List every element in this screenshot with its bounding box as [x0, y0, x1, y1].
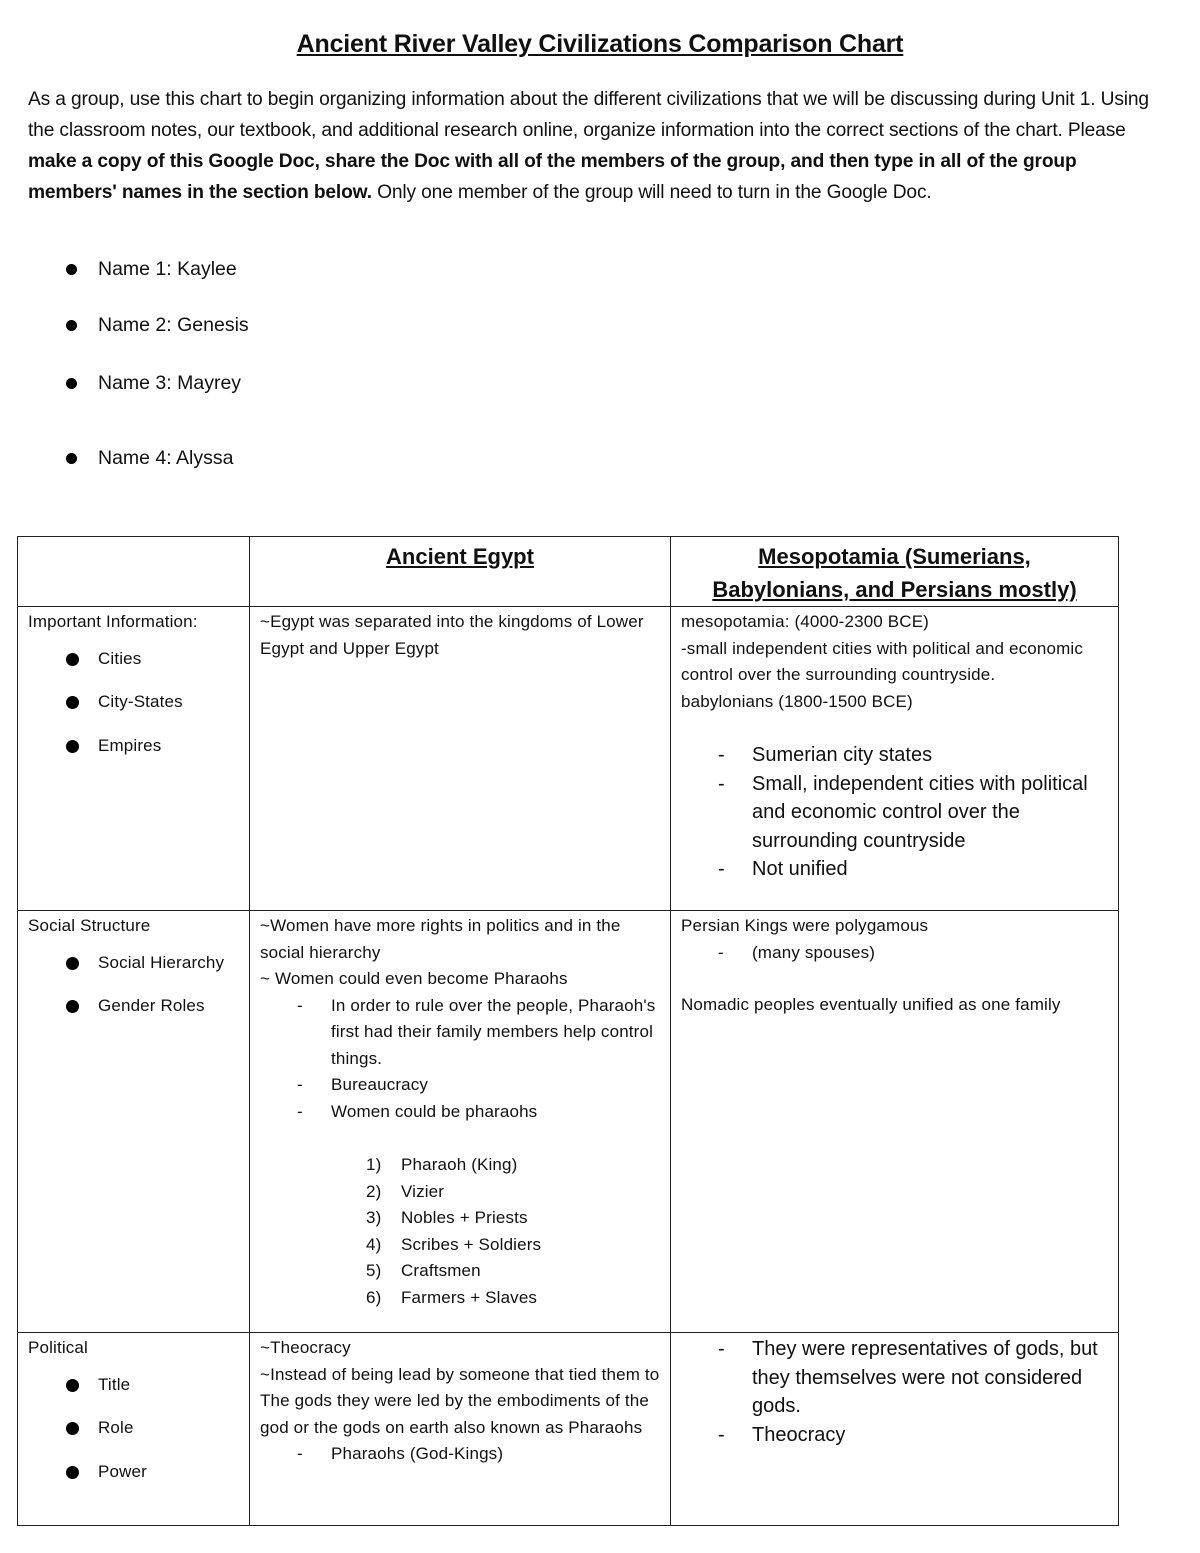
- dash-item: - Pharaohs (God-Kings): [260, 1441, 660, 1468]
- row-label-political: Political Title Role Power: [18, 1333, 250, 1526]
- table-row: [18, 1333, 1119, 1526]
- list-item: Empires: [28, 729, 239, 763]
- table-row: [18, 911, 1119, 1333]
- table-header-row: [18, 537, 1119, 607]
- egypt-political-cell: ~Theocracy ~Instead of being lead by someone that tied them to The gods they were led by the embodiments of the god or the gods on earth also known as Pharaohs - Pharaohs (God-Kings): [250, 1333, 671, 1526]
- bullet-icon: [66, 1379, 79, 1392]
- dash-item: - Not unified: [681, 855, 1108, 884]
- important-bullets: [28, 642, 239, 763]
- meso-social-cell: Persian Kings were polygamous - (many spouses) Nomadic peoples eventually unified as one family: [671, 911, 1119, 1333]
- bullet-icon: [66, 1422, 79, 1435]
- bullet-icon: [66, 264, 77, 275]
- dash-item: - In order to rule over the people, Pharaoh's first had their family members help control things.: [260, 993, 660, 1073]
- dash-item: - Sumerian city states: [681, 741, 1108, 770]
- bullet-icon: [66, 740, 79, 753]
- row-label-social: Social Structure Social Hierarchy Gender Roles: [18, 911, 250, 1333]
- bullet-icon: [66, 453, 77, 464]
- comparison-table: [17, 536, 1119, 1526]
- hierarchy-item: 2) Vizier: [366, 1181, 445, 1201]
- meso-important-cell: mesopotamia: (4000-2300 BCE) -small independent cities with political and economic control over the surrounding countryside. babylonians (1800-1500 BCE) - Sumerian city states - Small, independent cities with political and economic control over the surrounding countryside - Not unified: [671, 607, 1119, 911]
- header-mesopotamia: Mesopotamia (Sumerians, Babylonians, and Persians mostly): [671, 537, 1119, 607]
- list-item: Cities: [28, 642, 239, 676]
- dash-item: - Theocracy: [681, 1421, 1108, 1450]
- dash-item: - (many spouses): [681, 940, 1108, 967]
- list-item: Gender Roles: [28, 989, 239, 1023]
- egypt-important-cell: ~Egypt was separated into the kingdoms of Lower Egypt and Upper Egypt: [250, 607, 671, 911]
- row-label-important: Important Information: Cities City-States Empires: [18, 607, 250, 911]
- document-title: Ancient River Valley Civilizations Comparison Chart: [296, 30, 904, 58]
- meso-political-cell: [671, 1333, 1119, 1526]
- dash-item: - They were representatives of gods, but they themselves were not considered gods.: [681, 1335, 1108, 1421]
- list-item: Title: [28, 1368, 239, 1402]
- table-row: [18, 607, 1119, 911]
- instructions-paragraph: [28, 84, 1168, 208]
- header-egypt: Ancient Egypt: [250, 537, 671, 607]
- header-empty-cell: [18, 537, 250, 607]
- hierarchy-item: 6) Farmers + Slaves: [366, 1287, 538, 1307]
- egypt-social-cell: ~Women have more rights in politics and in the social hierarchy ~ Women could even become Pharaohs - In order to rule over the people, Pharaoh's first had their family members help control things. - Bureaucracy - Women could be pharaohs 1) Pharaoh (King) 2) Vizier 3) Nobles + Priests 4) Scribes + Soldiers 5) Craftsmen 6) Farmers + Slaves: [250, 911, 671, 1333]
- bullet-icon: [66, 320, 77, 331]
- instructions-text-1: As a group, use this chart to begin organizing information about the different civilizations that we will be discussing during Unit 1. Using the classroom notes, our textbook, and additional research online, organize information into the correct sections of the chart. Please: [28, 89, 1149, 141]
- dash-item: - Small, independent cities with political and economic control over the surrounding countryside: [681, 770, 1108, 856]
- hierarchy-item: 5) Craftsmen: [366, 1261, 481, 1280]
- bullet-icon: [66, 653, 79, 666]
- document-page: Ancient River Valley Civilizations Comparison Chart As a group, use this chart to begin organizing information about the different civilizations that we will be discussing during Unit 1. Using the classroom notes, our textbook, and additional research online, organize information into the correct sections of the chart. Please make a copy of this Google Doc, share the Doc with all of the members of the group, and then type in all of the group members' names in the section below. Only one member of the group will need to turn in the Google Doc. Name 1: Kaylee Name 2: Genesis Name 3: Mayrey Name 4: Alyssa Ancient Egypt Mesopotamia (Sumerians, Babylonians, and Persians mostly) Important Information: Cities City-States Empires ~Egypt was separated into the kingdoms of Lower Egypt and Upper Egypt mesopotamia: (4000-2300 BCE) -small independent cities with political and economic control over the surrounding countryside. babylonians (1800-1500 BCE) - Sumerian city states - Small, independent cities with political and economic control over the surrounding countryside - Not unified Social Structure Social Hierarchy Gender Roles ~Women have more rights in politics and in the social hierarchy ~ Women could even become Pharaohs - In order to rule over the people, Pharaoh's first had their family members help control things. - Bureaucracy - Women could be pharaohs 1) Pharaoh (King) 2) Vizier 3) Nobles + Priests 4) Scribes + Soldiers 5) Craftsmen 6) Farmers + Slaves Persian Kings were polygamous - (many spouses) Nomadic peoples eventually unified as one family Political Title Role Power ~Theocracy ~Instead of being lead by someone that tied them to The gods they were led by the embodiments of the god or the gods on earth also known as Pharaohs - Pharaohs (God-Kings) - They were representatives of gods, but they themselves were not considered gods. - Theocracy: [0, 0, 1200, 1553]
- hierarchy-item: 4) Scribes + Soldiers: [366, 1234, 542, 1254]
- social-bullets: [28, 946, 239, 1023]
- bullet-icon: [66, 378, 77, 389]
- bullet-icon: [66, 1000, 79, 1013]
- list-item: Power: [28, 1455, 239, 1489]
- political-bullets: [28, 1368, 239, 1489]
- list-item: City-States: [28, 685, 239, 719]
- instructions-bold-text: make a copy of this Google Doc, share the Doc with all of the members of the group, and then type in all of the group members' names in the section below.: [28, 151, 1077, 203]
- bullet-icon: [66, 1466, 79, 1479]
- hierarchy-item: 1) Pharaoh (King): [366, 1155, 518, 1174]
- hierarchy-item: 3) Nobles + Priests: [366, 1208, 528, 1227]
- instructions-text-2: Only one member of the group will need to turn in the Google Doc.: [371, 182, 932, 203]
- list-item: Role: [28, 1411, 239, 1445]
- dash-item: - Women could be pharaohs: [260, 1099, 660, 1126]
- bullet-icon: [66, 696, 79, 709]
- list-item: Social Hierarchy: [28, 946, 239, 980]
- dash-item: - Bureaucracy: [260, 1072, 660, 1099]
- bullet-icon: [66, 957, 79, 970]
